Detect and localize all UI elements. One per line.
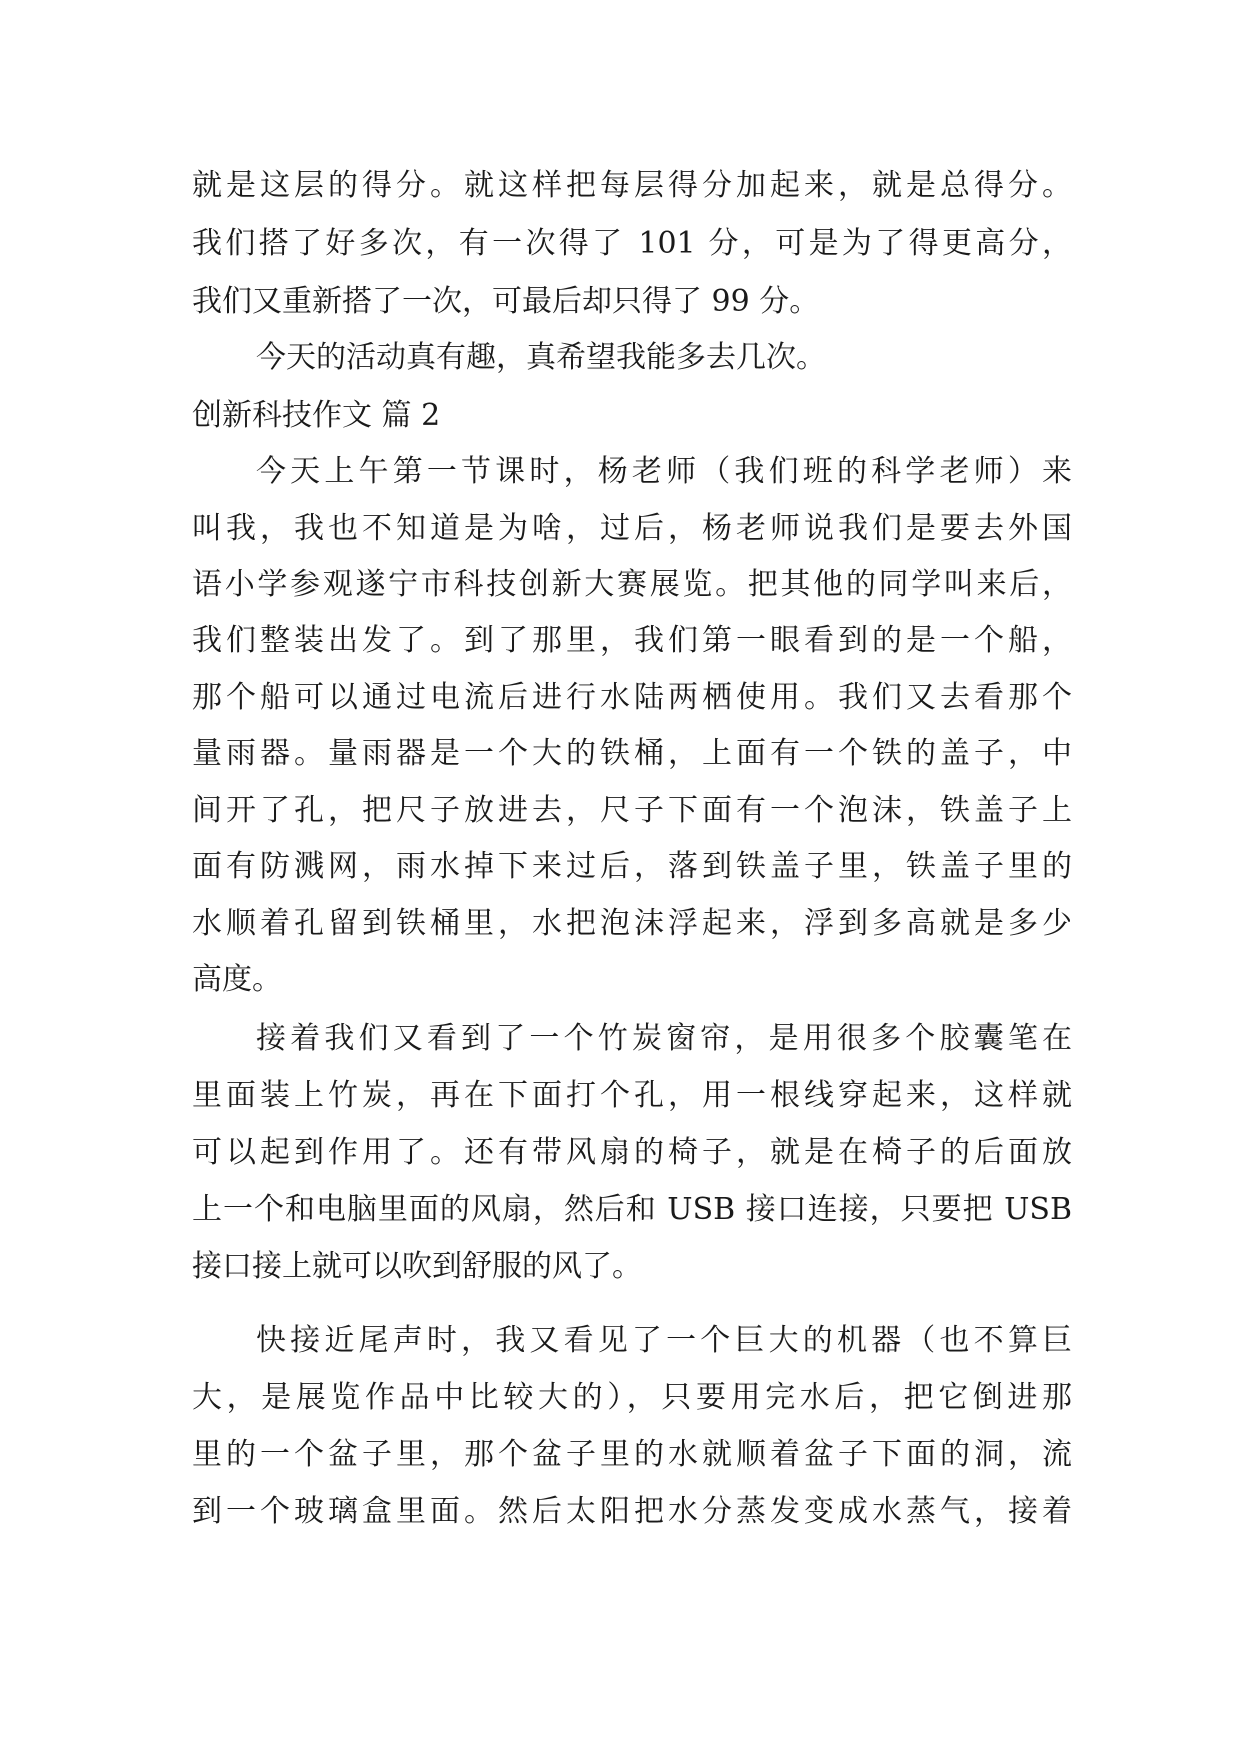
paragraph-line: 快接近尾声时，我又看见了一个巨大的机器（也不算巨 [256, 1323, 1072, 1358]
paragraph-line: 接口接上就可以吹到舒服的风了。 [192, 1249, 642, 1284]
paragraph-line: 里面装上竹炭，再在下面打个孔，用一根线穿起来，这样就 [192, 1078, 1072, 1113]
paragraph-line: 我们又重新搭了一次，可最后却只得了 99 分。 [192, 284, 820, 319]
paragraph-line: 接着我们又看到了一个竹炭窗帘，是用很多个胶囊笔在 [256, 1021, 1072, 1056]
paragraph-line: 语小学参观遂宁市科技创新大赛展览。把其他的同学叫来后， [192, 567, 1072, 602]
paragraph-line: 叫我，我也不知道是为啥，过后，杨老师说我们是要去外国 [192, 511, 1072, 546]
paragraph-line: 我们整装出发了。到了那里，我们第一眼看到的是一个船， [192, 623, 1072, 658]
paragraph-line: 量雨器。量雨器是一个大的铁桶，上面有一个铁的盖子，中 [192, 736, 1072, 771]
paragraph-line: 那个船可以通过电流后进行水陆两栖使用。我们又去看那个 [192, 680, 1072, 715]
paragraph-line: 今天的活动真有趣，真希望我能多去几次。 [256, 340, 826, 375]
paragraph-line: 高度。 [192, 962, 282, 997]
paragraph-line: 间开了孔，把尺子放进去，尺子下面有一个泡沫，铁盖子上 [192, 793, 1072, 828]
paragraph-line: 面有防溅网，雨水掉下来过后，落到铁盖子里，铁盖子里的 [192, 849, 1072, 884]
paragraph-line: 到一个玻璃盒里面。然后太阳把水分蒸发变成水蒸气，接着 [192, 1494, 1072, 1529]
paragraph-line: 上一个和电脑里面的风扇，然后和 USB 接口连接，只要把 USB [192, 1192, 1072, 1227]
paragraph-line: 可以起到作用了。还有带风扇的椅子，就是在椅子的后面放 [192, 1135, 1072, 1170]
paragraph-line: 大，是展览作品中比较大的），只要用完水后，把它倒进那 [192, 1380, 1072, 1415]
paragraph-line: 我们搭了好多次，有一次得了 101 分，可是为了得更高分， [192, 226, 1072, 261]
paragraph-line: 里的一个盆子里，那个盆子里的水就顺着盆子下面的洞，流 [192, 1437, 1072, 1472]
paragraph-line: 今天上午第一节课时，杨老师（我们班的科学老师）来 [256, 454, 1072, 489]
section-heading: 创新科技作文 篇 2 [192, 398, 441, 433]
paragraph-line: 就是这层的得分。就这样把每层得分加起来，就是总得分。 [192, 168, 1072, 203]
paragraph-line: 水顺着孔留到铁桶里，水把泡沫浮起来，浮到多高就是多少 [192, 906, 1072, 941]
